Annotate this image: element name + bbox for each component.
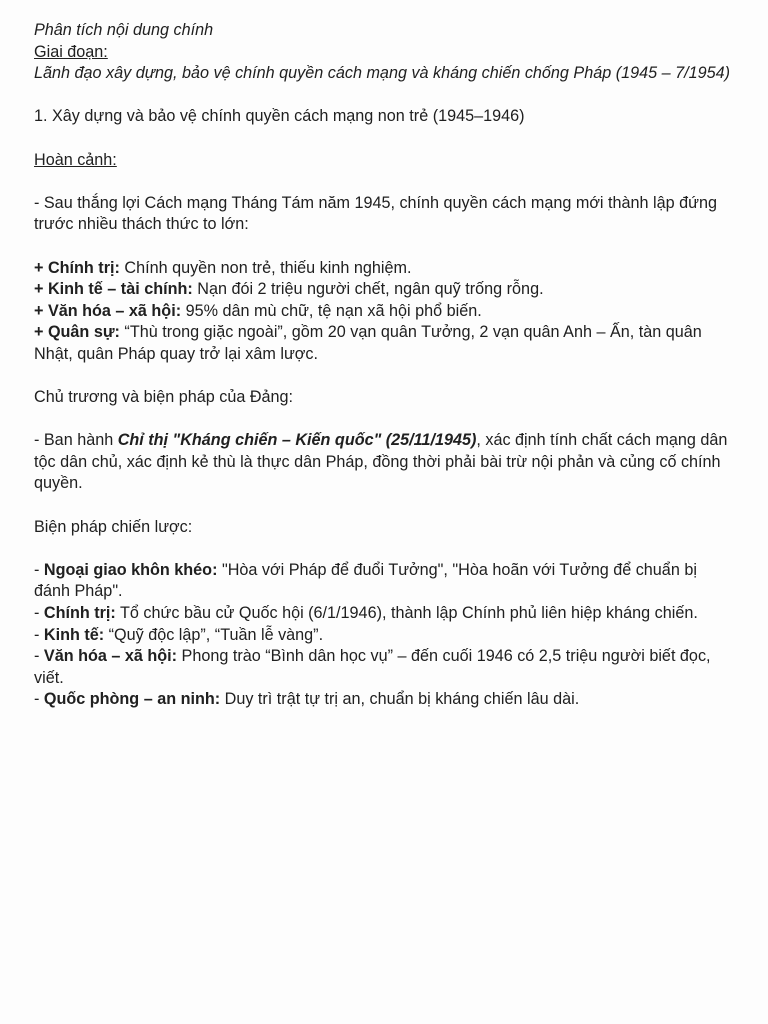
policy-directive: Chỉ thị "Kháng chiến – Kiến quốc" (25/11/1945) — [117, 431, 477, 450]
document-body — [34, 20, 734, 711]
section-heading: 1. Xây dựng và bảo vệ chính quyền cách mạng non trẻ (1945–1946) — [34, 107, 525, 126]
stage-text: Lãnh đạo xây dựng, bảo vệ chính quyền cách mạng và kháng chiến chống Pháp (1945 – 7/1954) — [34, 64, 731, 83]
challenge-label: + Quân sự: — [34, 323, 120, 342]
challenge-item — [34, 301, 734, 323]
context-heading: Hoàn cảnh: — [34, 150, 117, 169]
strategy-text: Phong trào “Bình dân học vụ” – đến cuối 1946 có 2,5 triệu người biết đọc, viết. — [34, 647, 711, 687]
strategy-label: Văn hóa – xã hội: — [43, 647, 178, 666]
strategy-label: Kinh tế: — [43, 625, 105, 644]
challenge-item — [34, 279, 734, 301]
strategy-item: - Quốc phòng – an ninh: Duy trì trật tự trị an, chuẩn bị kháng chiến lâu dài. — [34, 690, 580, 709]
spacer — [34, 85, 734, 107]
strategy-heading: Biện pháp chiến lược: — [34, 517, 193, 536]
stage-label: Giai đoạn: — [34, 42, 108, 61]
strategy-text: “Quỹ độc lập”, “Tuần lễ vàng”. — [104, 625, 324, 644]
policy-paragraph — [34, 430, 734, 495]
spacer — [34, 171, 734, 193]
spacer — [34, 409, 734, 431]
strategy-text: Tổ chức bầu cử Quốc hội (6/1/1946), thành lập Chính phủ liên hiệp kháng chiến. — [115, 604, 698, 623]
strategy-text: Duy trì trật tự trị an, chuẩn bị kháng chiến lâu dài. — [220, 690, 580, 709]
challenge-text: “Thù trong giặc ngoài”, gồm 20 vạn quân Tưởng, 2 vạn quân Anh – Ấn, tàn quân Nhật, quân Pháp quay trở lại xâm lược. — [34, 323, 702, 363]
spacer — [34, 236, 734, 258]
challenge-item — [34, 322, 734, 365]
spacer — [34, 538, 734, 560]
strategy-label: Ngoại giao khôn khéo: — [43, 560, 218, 579]
strategy-item: - Kinh tế: “Quỹ độc lập”, “Tuần lễ vàng”. — [34, 625, 324, 644]
policy-suffix: , xác định tính chất cách mạng dân tộc dân chủ, xác định kẻ thù là thực dân Pháp, đồng thời phải bài trừ nội phản và củng cố chính quyền. — [34, 431, 728, 493]
strategy-item: - Văn hóa – xã hội: Phong trào “Bình dân học vụ” – đến cuối 1946 có 2,5 triệu người biết đọc, viết. — [34, 647, 711, 687]
document-title: Phân tích nội dung chính — [34, 21, 214, 39]
challenge-item — [34, 258, 734, 280]
strategy-item: - Chính trị: Tổ chức bầu cử Quốc hội (6/1/1946), thành lập Chính phủ liên hiệp kháng chiến. — [34, 604, 698, 623]
strategy-text: "Hòa với Pháp để đuổi Tưởng", "Hòa hoãn với Tưởng để chuẩn bị đánh Pháp". — [34, 560, 697, 601]
policy-heading: Chủ trương và biện pháp của Đảng: — [34, 388, 294, 407]
context-intro: - Sau thắng lợi Cách mạng Tháng Tám năm 1945, chính quyền cách mạng mới thành lập đứng trước nhiều thách thức to lớn: — [34, 193, 717, 234]
challenge-label: + Chính trị: — [34, 258, 120, 277]
challenge-text: 95% dân mù chữ, tệ nạn xã hội phổ biến. — [181, 301, 482, 320]
policy-prefix: - Ban hành — [34, 431, 118, 450]
strategy-label: Quốc phòng – an ninh: — [43, 690, 221, 709]
strategy-item: - Ngoại giao khôn khéo: "Hòa với Pháp để đuổi Tưởng", "Hòa hoãn với Tưởng để chuẩn bị đánh Pháp". — [34, 560, 697, 601]
challenge-label: + Kinh tế – tài chính: — [34, 280, 193, 299]
challenge-text: Nạn đói 2 triệu người chết, ngân quỹ trống rỗng. — [192, 280, 544, 299]
spacer — [34, 128, 734, 150]
spacer — [34, 495, 734, 517]
strategy-label: Chính trị: — [43, 604, 116, 623]
challenge-text: Chính quyền non trẻ, thiếu kinh nghiệm. — [119, 258, 412, 277]
spacer — [34, 366, 734, 388]
challenge-label: + Văn hóa – xã hội: — [34, 301, 182, 320]
